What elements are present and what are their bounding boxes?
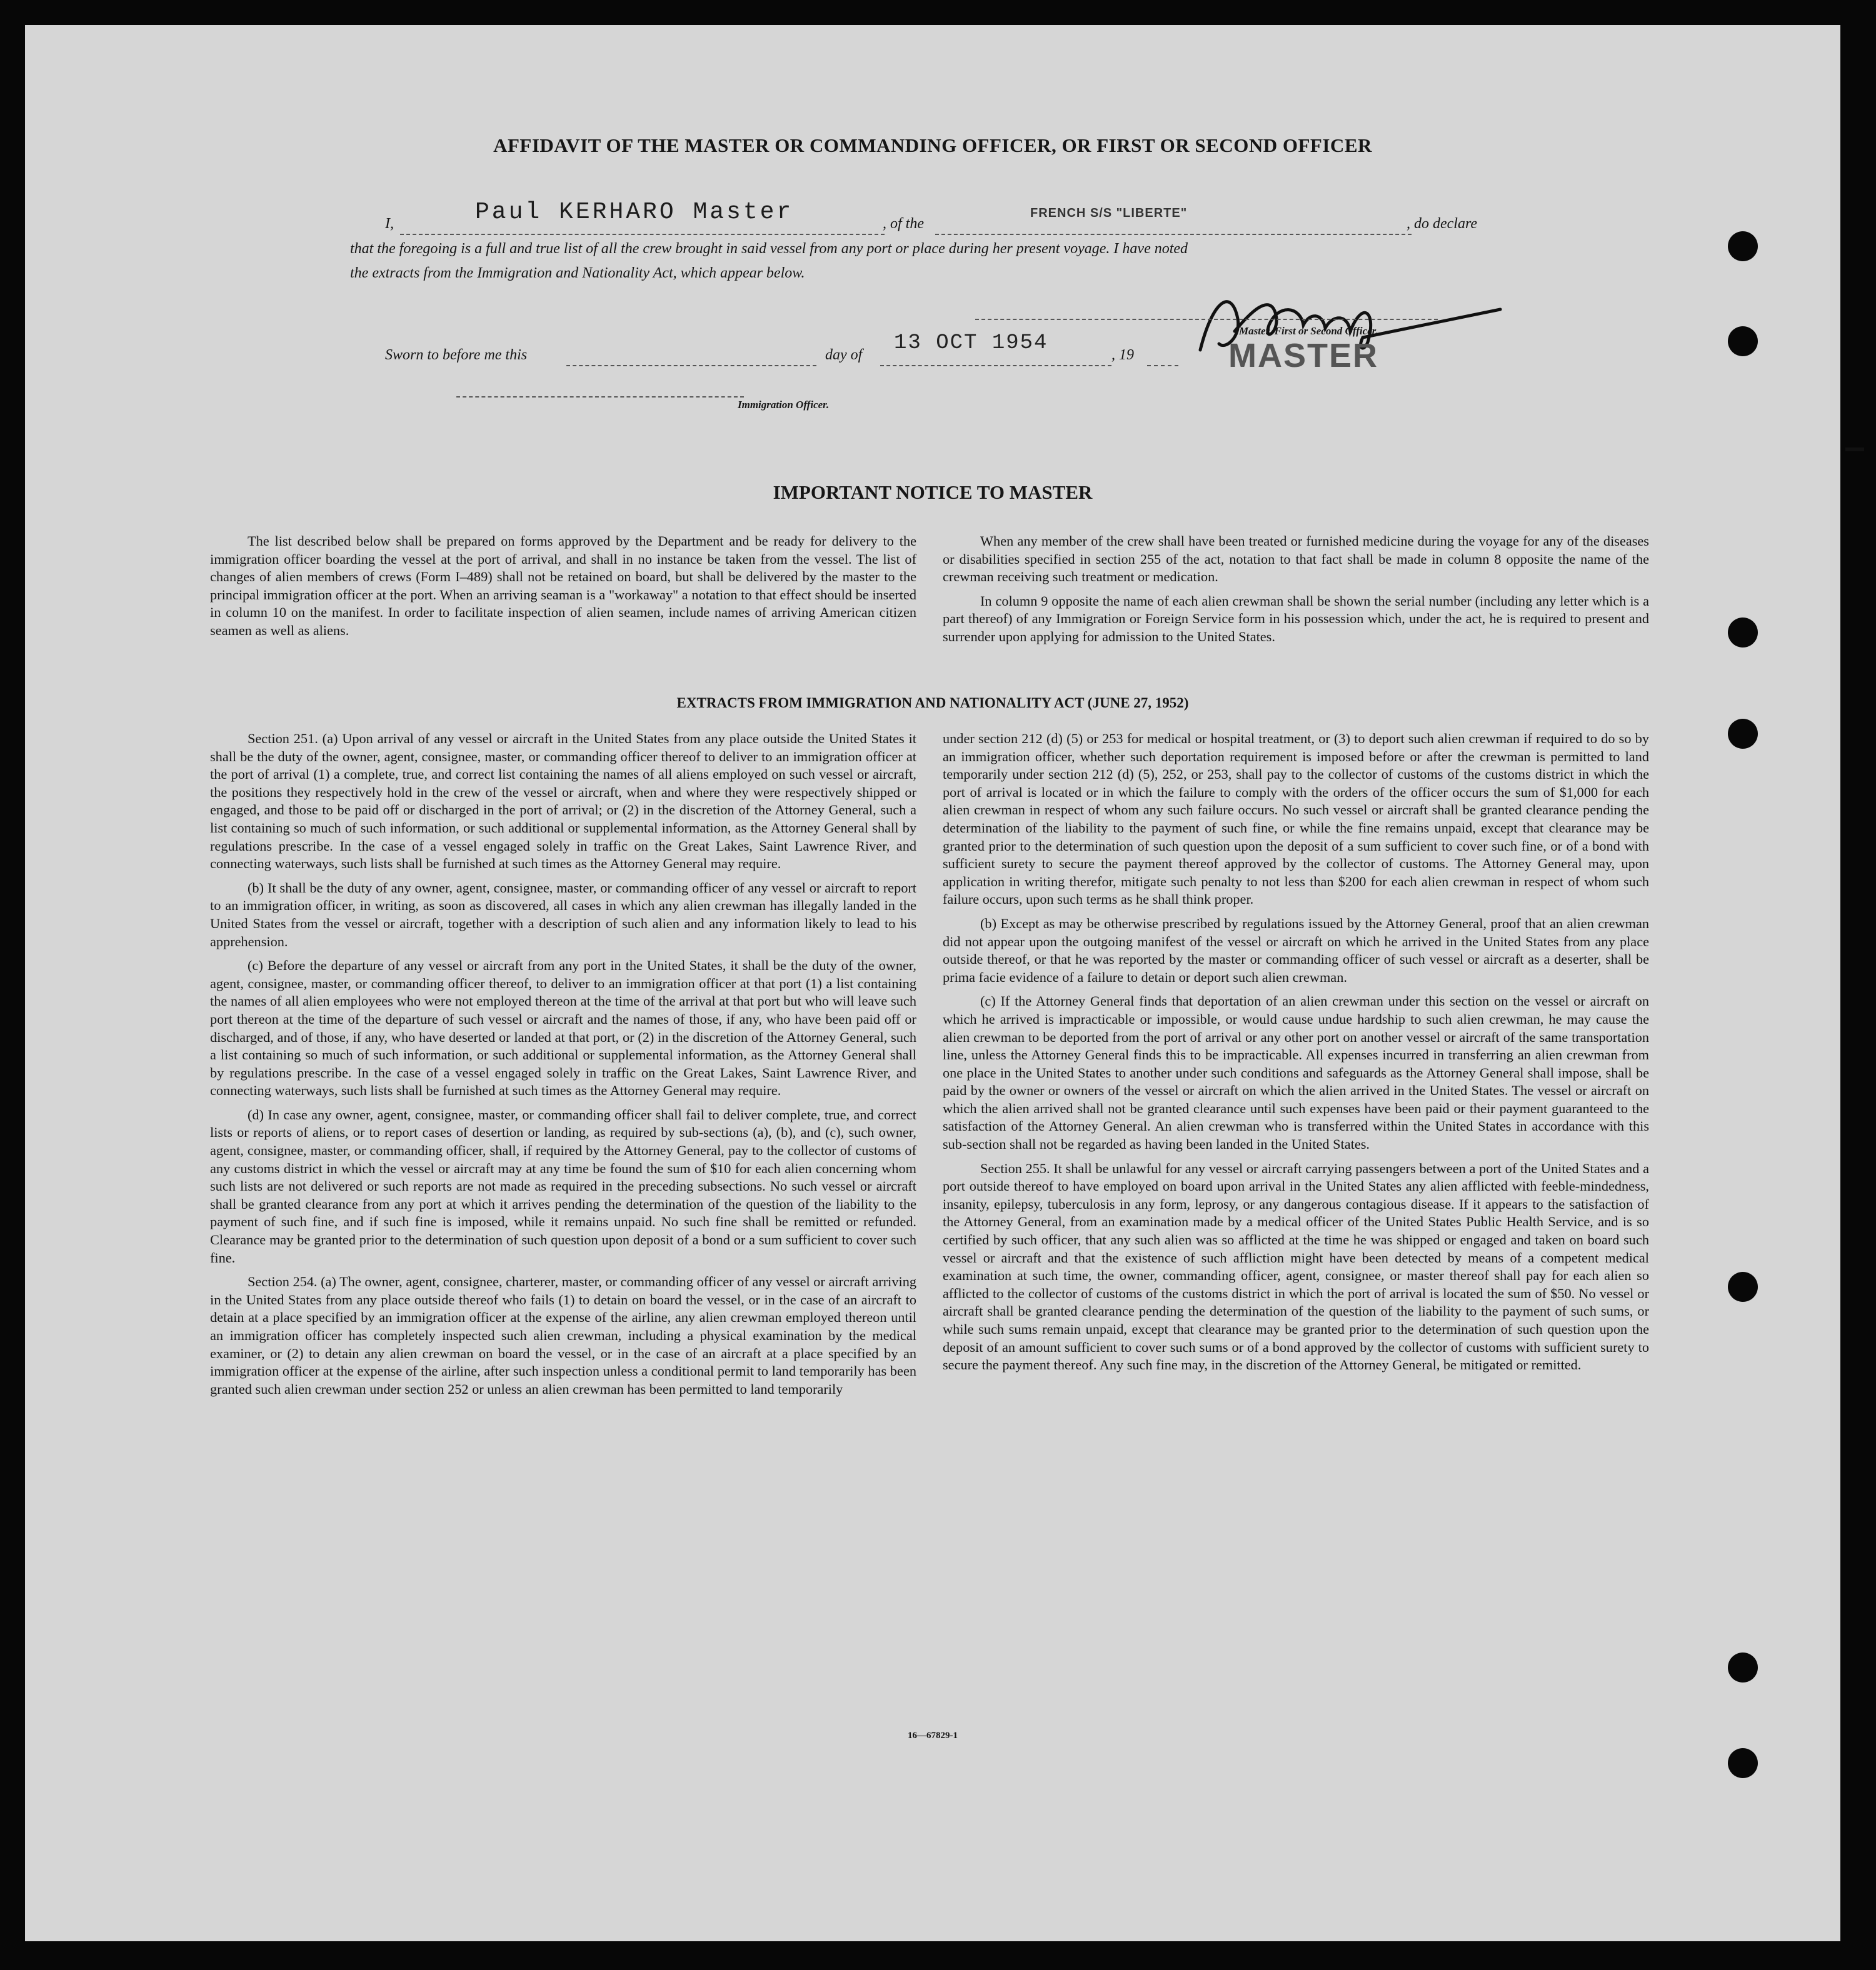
extract-paragraph: under section 212 (d) (5) or 253 for medical or hospital treatment, or (3) to deport such alien crewman if required to do so by an immigration officer, whether such deportation requirement is imposed before or after the crewman is permitted to land temporarily under section 212 (d) (5), 252, or 253, shall pay to the collector of customs of the customs district in which the port of arrival is located or in which the failure to comply with the orders of the officer occurs the sum of $1,000 for each alien crewman in respect of whom any such failure occurs. No such vessel or aircraft shall be granted clearance pending the determination of the liability to the payment of such fine, or while the fine remains unpaid, except that clearance may be granted prior to the determination of such question upon the deposit of a sum sufficient to cover such fine, or of a bond with sufficient surety to secure the payment thereof approved by the collector of customs. The Attorney General may, upon application in writing therefor, mitigate such penalty to not less than $200 for each alien crewman in respect of whom such failure occurs, upon such terms as he shall think proper. [943, 731, 1649, 908]
notice-left-column [210, 532, 916, 640]
extract-paragraph: (b) Except as may be otherwise prescribed by regulations issued by the Attorney General, proof that an alien crewman did not appear upon the outgoing manifest of the vessel or aircraft on which he arrived in the United States from any place outside thereof, or that he was reported by the master or commanding officer of such vessel or aircraft as a deserter, shall be prima facie evidence of a failure to detain or deport such alien crewman. [943, 915, 1649, 985]
sworn-day-field [566, 344, 816, 366]
extracts-right-column [943, 730, 1649, 1374]
extracts-title: EXTRACTS FROM IMMIGRATION AND NATIONALITY ACT (JUNE 27, 1952) [676, 695, 1189, 711]
punch-hole [1728, 1652, 1758, 1682]
immigration-officer-line [456, 375, 744, 398]
notice-right-paragraph: When any member of the crew shall have been treated or furnished medicine during the voyage for any of the diseases or disabilities specified in section 255 of the act, notation to that fact shall be made in column 8 opposite the name of the crewman receiving such treatment or medication. [943, 533, 1649, 585]
immigration-officer-caption: Immigration Officer. [738, 399, 830, 411]
vessel-value: FRENCH S/S "LIBERTE" [1030, 206, 1188, 220]
declaration-line-1: that the foregoing is a full and true list of all the crew brought in said vessel from any port or place during her present voyage. I have noted [350, 241, 1188, 257]
extract-paragraph: Section 254. (a) The owner, agent, consignee, charterer, master, or commanding officer of any vessel or aircraft arriving in the United States from any place outside thereof who fails (1) to detain on board the vessel, or in the case of an aircraft to detain at a place specified by an immigration officer at the expense of the airline, any alien crewman employed thereon until an immigration officer has completely inspected such alien crewman, including a physical examination by the medical examiner, or (2) to detain any alien crewman on board the vessel, or in the case of an aircraft at a place specified by an immigration officer at the expense of the airline, after such inspection unless a conditional permit to land temporarily has been granted such alien crewman under section 252 or unless an alien crewman has been permitted to land temporarily [210, 1274, 916, 1397]
extract-paragraph: Section 255. It shall be unlawful for any vessel or aircraft carrying passengers between a port of the United States and a port outside thereof to have employed on board upon arrival in the United States any alien afflicted with feeble-mindedness, insanity, epilepsy, tuberculosis in any form, leprosy, or any dangerous contagious disease. If it appears to the satisfaction of the Attorney General, from an examination made by a medical officer of the United States Public Health Service, and is so certified by such officer, that any such alien was so afflicted at the time he was shipped or engaged and taken on board such vessel or aircraft and that the existence of such affliction might have been detected by means of a competent medical examination at such time, the owner, commanding officer, agent, consignee, or master thereof shall pay for each alien so afflicted to the collector of customs of the customs district in which the port of arrival is located the sum of $50. No vessel or aircraft shall be granted clearance pending the determination of the question of the liability to the payment of such sums, or while such sums remain unpaid, except that clearance may be granted prior to the determination of such question upon the deposit of an amount sufficient to cover such sums or of a bond approved by the collector of customs with sufficient surety to secure the payment thereof. Any such fine may, in the discretion of the Attorney General, be mitigated or remitted. [943, 1160, 1649, 1373]
master-caption: Master, First or Second Officer. [1239, 325, 1378, 337]
year-field [1147, 344, 1178, 366]
extract-paragraph: (c) Before the departure of any vessel or aircraft from any port in the United States, it shall be the duty of the owner, agent, consignee, master, or commanding officer thereof, to deliver to an immigration officer at that port (1) a list containing the names of all alien employees who were not employed thereon at the time of the arrival at that port but who will leave such port thereon at the time of the departure of such vessel or aircraft and the names of those, if any, who have been paid off or discharged, and of those, if any, who have deserted or landed at that port, or (2) in the discretion of the Attorney General, such a list containing so much of such information, or such additional or supplemental information, as the Attorney General shall by regulations prescribe. In the case of a vessel engaged solely in traffic on the Great Lakes, Saint Lawrence River, and connecting waterways, such lists shall be furnished at such times as the Attorney General may require. [210, 958, 916, 1099]
notice-right-column [943, 532, 1649, 646]
notice-title: IMPORTANT NOTICE TO MASTER [773, 481, 1093, 503]
document-page [25, 25, 1840, 1941]
year-label: , 19 [1111, 347, 1134, 363]
extract-paragraph: (d) In case any owner, agent, consignee, master, or commanding officer shall fail to deliver complete, true, and correct lists or reports of aliens, or to report cases of desertion or landing, as required by sub-sections (a), (b), and (c), such owner, agent, consignee, master, or commanding officer, shall, if required by the Attorney General, pay to the collector of customs of any customs district in which the vessel or aircraft may at any time be found the sum of $10 for each alien concerning whom such lists are not delivered or such reports are not made as required in the preceding subsections. No such vessel or aircraft shall be granted clearance from any port at which it arrives pending the determination of the question of the liability to the payment of such fine, and if such fine is imposed, while it remains unpaid. No such fine shall be remitted or refunded. Clearance may be granted prior to the determination of such question upon deposit of a bond or a sum sufficient to cover such fine. [210, 1106, 916, 1266]
punch-hole [1728, 326, 1758, 356]
master-stamp: MASTER [1228, 337, 1378, 374]
date-value: 13 OCT 1954 [894, 331, 1048, 355]
notice-right-paragraph: In column 9 opposite the name of each alien crewman shall be shown the serial number (including any letter which is a part thereof) of any Immigration or Foreign Service form in his possession which, under the act, he is required to present and surrender upon applying for admission to the United States. [943, 592, 1649, 644]
extract-paragraph: (c) If the Attorney General finds that deportation of an alien crewman under this section on the vessel or aircraft on which he arrived is impracticable or impossible, or would cause undue hardship to such alien crewman, he may cause the alien crewman to be deported from the port of arrival or any other port on another vessel or aircraft of the same transportation line, unless the Attorney General finds this to be impracticable. All expenses incurred in transferring an alien crewman from one place in the United States to another under such conditions and safeguards as the Attorney General shall impose, shall be paid by the owner or owners of the vessel or aircraft on which the alien arrived in the United States. The vessel or aircraft on which the alien arrived shall not be granted clearance until such expenses have been paid or their payment guaranteed to the satisfaction of the Attorney General. An alien crewman who is transferred within the United States in accordance with this sub-section shall not be regarded as having been landed in the United States. [943, 993, 1649, 1152]
punch-hole [1728, 231, 1758, 261]
extracts-left-column [210, 730, 916, 1398]
form-number: 16—67829-1 [908, 1731, 958, 1741]
declaration-line-2: the extracts from the Immigration and Nationality Act, which appear below. [350, 265, 805, 281]
edge-mark [1845, 448, 1864, 451]
master-name-value: Paul KERHARO Master [475, 199, 794, 226]
sworn-label: Sworn to before me this [385, 347, 528, 363]
i-label: I, [385, 216, 394, 232]
punch-hole [1728, 1748, 1758, 1778]
signature-line [975, 312, 1438, 320]
punch-hole [1728, 1272, 1758, 1302]
of-the-label: , of the [883, 216, 924, 232]
punch-hole [1728, 618, 1758, 648]
affidavit-title: AFFIDAVIT OF THE MASTER OR COMMANDING OFFICER, OR FIRST OR SECOND OFFICER [493, 134, 1372, 156]
extract-paragraph: (b) It shall be the duty of any owner, agent, consignee, master, or commanding officer of any vessel or aircraft to report to an immigration officer, in writing, as soon as discovered, all cases in which any alien crewman has illegally landed in the United States from the vessel or aircraft, together with a description of such alien and any information likely to lead to his apprehension. [210, 879, 916, 949]
notice-left-text: The list described below shall be prepared on forms approved by the Department and be ready for delivery to the immigration officer boarding the vessel at the port of arrival, and shall in no instance be taken from the vessel. The list of changes of alien members of crews (Form I–489) shall not be retained on board, but shall be delivered by the master to the principal immigration officer at the port. When an arriving seaman is a "workaway" a notation to that effect should be inserted in column 10 on the manifest. In order to facilitate inspection of alien seamen, include names of arriving American citizen seamen as well as aliens. [210, 533, 916, 638]
do-declare-label: , do declare [1407, 216, 1478, 232]
day-of-label: day of [825, 347, 863, 363]
punch-hole [1728, 719, 1758, 749]
extract-paragraph: Section 251. (a) Upon arrival of any vessel or aircraft in the United States from any place outside the United States it shall be the duty of the owner, agent, consignee, master, or commanding officer thereof to deliver to an immigration officer at the port of arrival (1) a complete, true, and correct list containing the names of all aliens employed on such vessel or aircraft, the positions they respectively hold in the crew of the vessel or aircraft, when and where they were respectively shipped or engaged, and those to be paid off or discharged in the port of arrival; or (2) in the discretion of the Attorney General, such a list containing so much of such information, or such additional or supplemental information, as the Attorney General shall by regulations prescribe. In the case of a vessel engaged solely in traffic on the Great Lakes, Saint Lawrence River, and connecting waterways, such lists shall be furnished at such times as the Attorney General may require. [210, 731, 916, 872]
